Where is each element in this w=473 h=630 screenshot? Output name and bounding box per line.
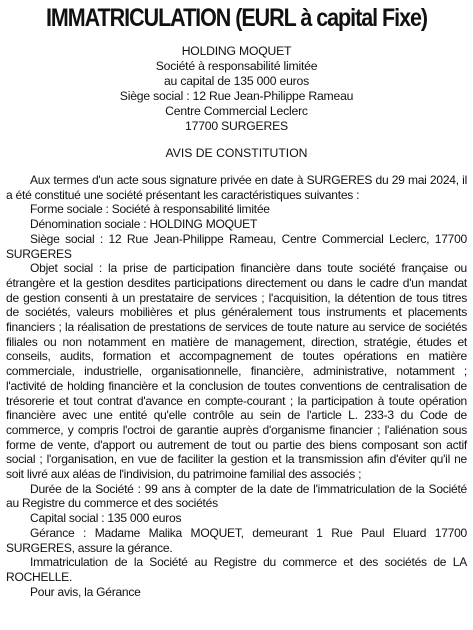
- notice-body: [6, 173, 467, 599]
- notice-heading: IMMATRICULATION (EURL à capital Fixe): [45, 4, 428, 32]
- paragraph-legal-form: Forme sociale : Société à responsabilité limitée: [30, 202, 270, 217]
- paragraph-registration: Immatriculation de la Société au Registre du commerce et des sociétés de LA ROCHELLE.: [6, 555, 467, 584]
- notice-title: AVIS DE CONSTITUTION: [165, 146, 308, 160]
- company-header: [6, 44, 467, 134]
- paragraph-purpose: Objet social : la prise de participation financière dans toute société française ou étrangère et la gestion desdites participations directement ou dans le cadre d'un mandat de gestion consenti à un prestataire de services ; l'acquisition, la détention de tous titres de sociétés, valeurs mobilières et plus généralement tous instruments et placements financiers ; la réalisation de prestations de services de toute nature au service de sociétés filiales ou non notamment en matière de management, direction, stratégie, études et conseils, audits, formation et accompagnement de toutes opérations en matière commerciale, industrielle, organisationnelle, financière, administrative, notamment ; l'activité de holding financière et la conclusion de toutes conventions de centralisation de trésorerie et tout contrat d'avance en compte-courant ; la participation à toute opération financière avec une entité qu'elle contrôle au sein de l'article L. 233-3 du Code de commerce, y compris l'octroi de garantie auprès d'organisme financier ; l'aliénation sous forme de vente, d'apport ou autrement de tout ou partie des biens composant son actif social ; l'organisation, en vue de faciliter la gestion et la transmission afin d'éviter qu'il ne soit livré aux aléas de l'indivision, du patrimoine familial des associés ;: [6, 261, 467, 482]
- paragraph-management: Gérance : Madame Malika MOQUET, demeurant 1 Rue Paul Eluard 17700 SURGERES, assure la gérance.: [6, 525, 467, 555]
- paragraph-intro: Aux termes d'un acte sous signature privée en date à SURGERES du 29 mai 2024, il a été constitué une société présentant les caractéristiques suivantes :: [6, 173, 467, 202]
- paragraph-capital: Capital social : 135 000 euros: [30, 511, 182, 526]
- company-city: 17700 SURGERES: [185, 119, 288, 133]
- company-name: HOLDING MOQUET: [181, 44, 292, 58]
- company-seat: Siège social : 12 Rue Jean-Philippe Rameau: [119, 89, 354, 103]
- paragraph-duration: Durée de la Société : 99 ans à compter de la date de l'immatriculation de la Société au Registre du commerce et des sociétés: [6, 481, 467, 511]
- company-seat-line2: Centre Commercial Leclerc: [165, 104, 308, 118]
- paragraph-name: Dénomination sociale : HOLDING MOQUET: [30, 217, 258, 232]
- paragraph-signature: Pour avis, la Gérance: [30, 584, 141, 599]
- company-form: Société à responsabilité limitée: [155, 59, 318, 73]
- company-capital: au capital de 135 000 euros: [163, 74, 310, 88]
- paragraph-seat: Siège social : 12 Rue Jean-Philippe Rameau, Centre Commercial Leclerc, 17700 SURGERES: [6, 231, 467, 261]
